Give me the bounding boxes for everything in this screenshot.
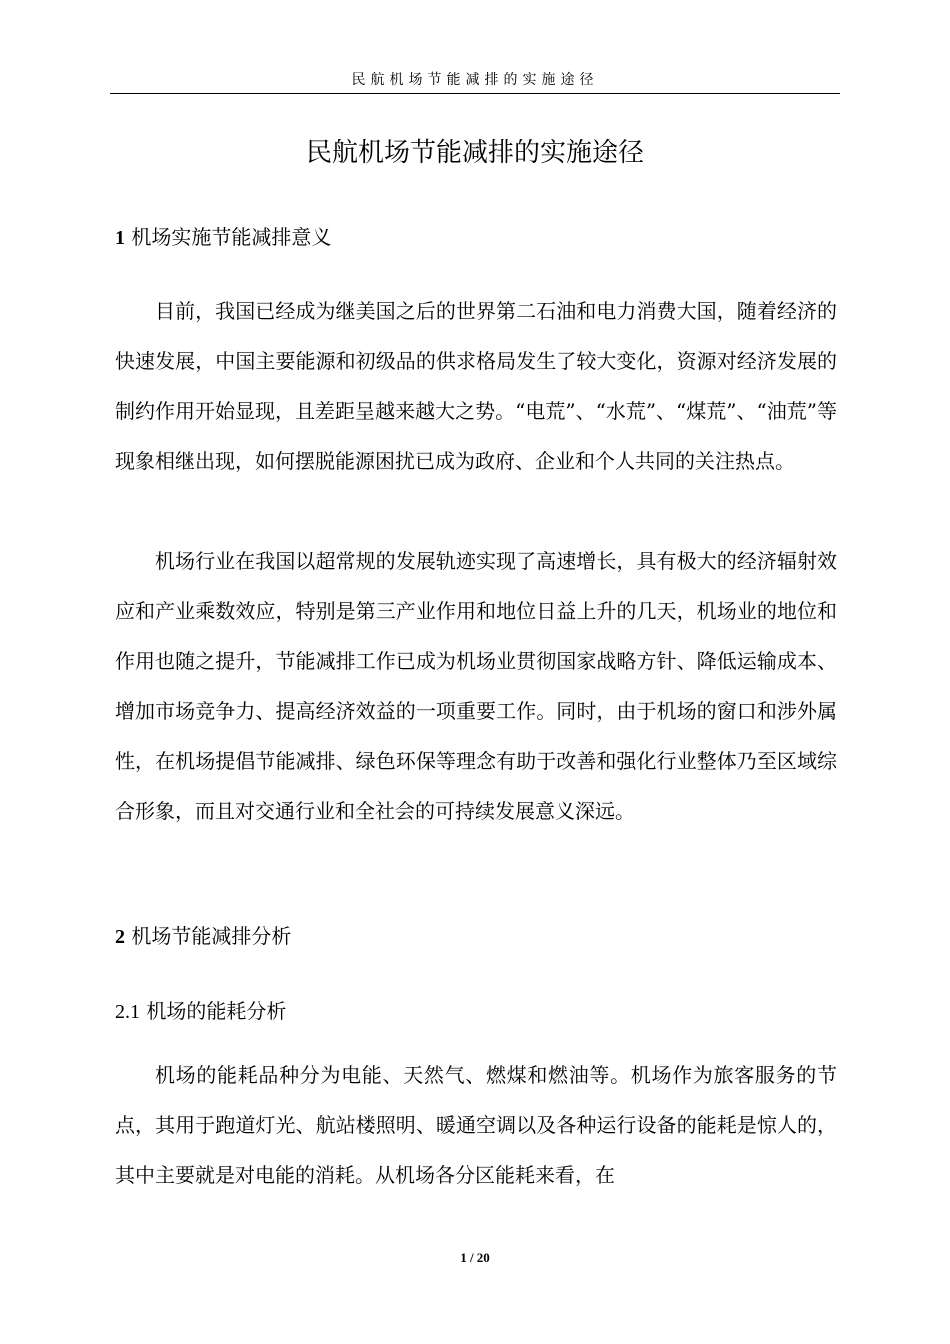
section-2-1-heading bbox=[115, 996, 286, 1027]
section-1-paragraph-2: 机场行业在我国以超常规的发展轨迹实现了高速增长，具有极大的经济辐射效应和产业乘数效应，特别是第三产业作用和地位日益上升的几天，机场业的地位和作用也随之提升，节能减排工作已成为机场业贯彻国家战略方针、降低运输成本、增加市场竞争力、提高经济效益的一项重要工作。同时，由于机场的窗口和涉外属性，在机场提倡节能减排、绿色环保等理念有助于改善和强化行业整体乃至区域综合形象，而且对交通行业和全社会的可持续发展意义深远。 bbox=[115, 549, 837, 823]
running-header: 民航机场节能减排的实施途径 bbox=[351, 72, 599, 88]
section-1-number: 1 bbox=[115, 227, 125, 249]
section-2-heading bbox=[115, 921, 291, 952]
section-1-heading bbox=[115, 222, 331, 253]
section-1-paragraph-1: 目前，我国已经成为继美国之后的世界第二石油和电力消费大国，随着经济的快速发展，中国主要能源和初级品的供求格局发生了较大变化，资源对经济发展的制约作用开始显现，且差距呈越来越大之势。“电荒”、“水荒”、“煤荒”、“油荒”等现象相继出现，如何摆脱能源困扰已成为政府、企业和个人共同的关注热点。 bbox=[115, 299, 837, 473]
section-2-number: 2 bbox=[115, 926, 125, 948]
page-number: 1 / 20 bbox=[460, 1250, 490, 1265]
section-1-title: 机场实施节能减排意义 bbox=[131, 225, 332, 249]
section-2-1-number: 2.1 bbox=[115, 1001, 140, 1023]
section-2-title: 机场节能减排分析 bbox=[131, 924, 292, 948]
section-2-1-paragraph-1: 机场的能耗品种分为电能、天然气、燃煤和燃油等。机场作为旅客服务的节点，其用于跑道灯光、航站楼照明、暖通空调以及各种运行设备的能耗是惊人的，其中主要就是对电能的消耗。从机场各分区能耗来看，在 bbox=[115, 1063, 837, 1187]
header-rule bbox=[110, 93, 840, 94]
document-title: 民航机场节能减排的实施途径 bbox=[305, 138, 644, 168]
section-2-1-title: 机场的能耗分析 bbox=[146, 999, 287, 1023]
